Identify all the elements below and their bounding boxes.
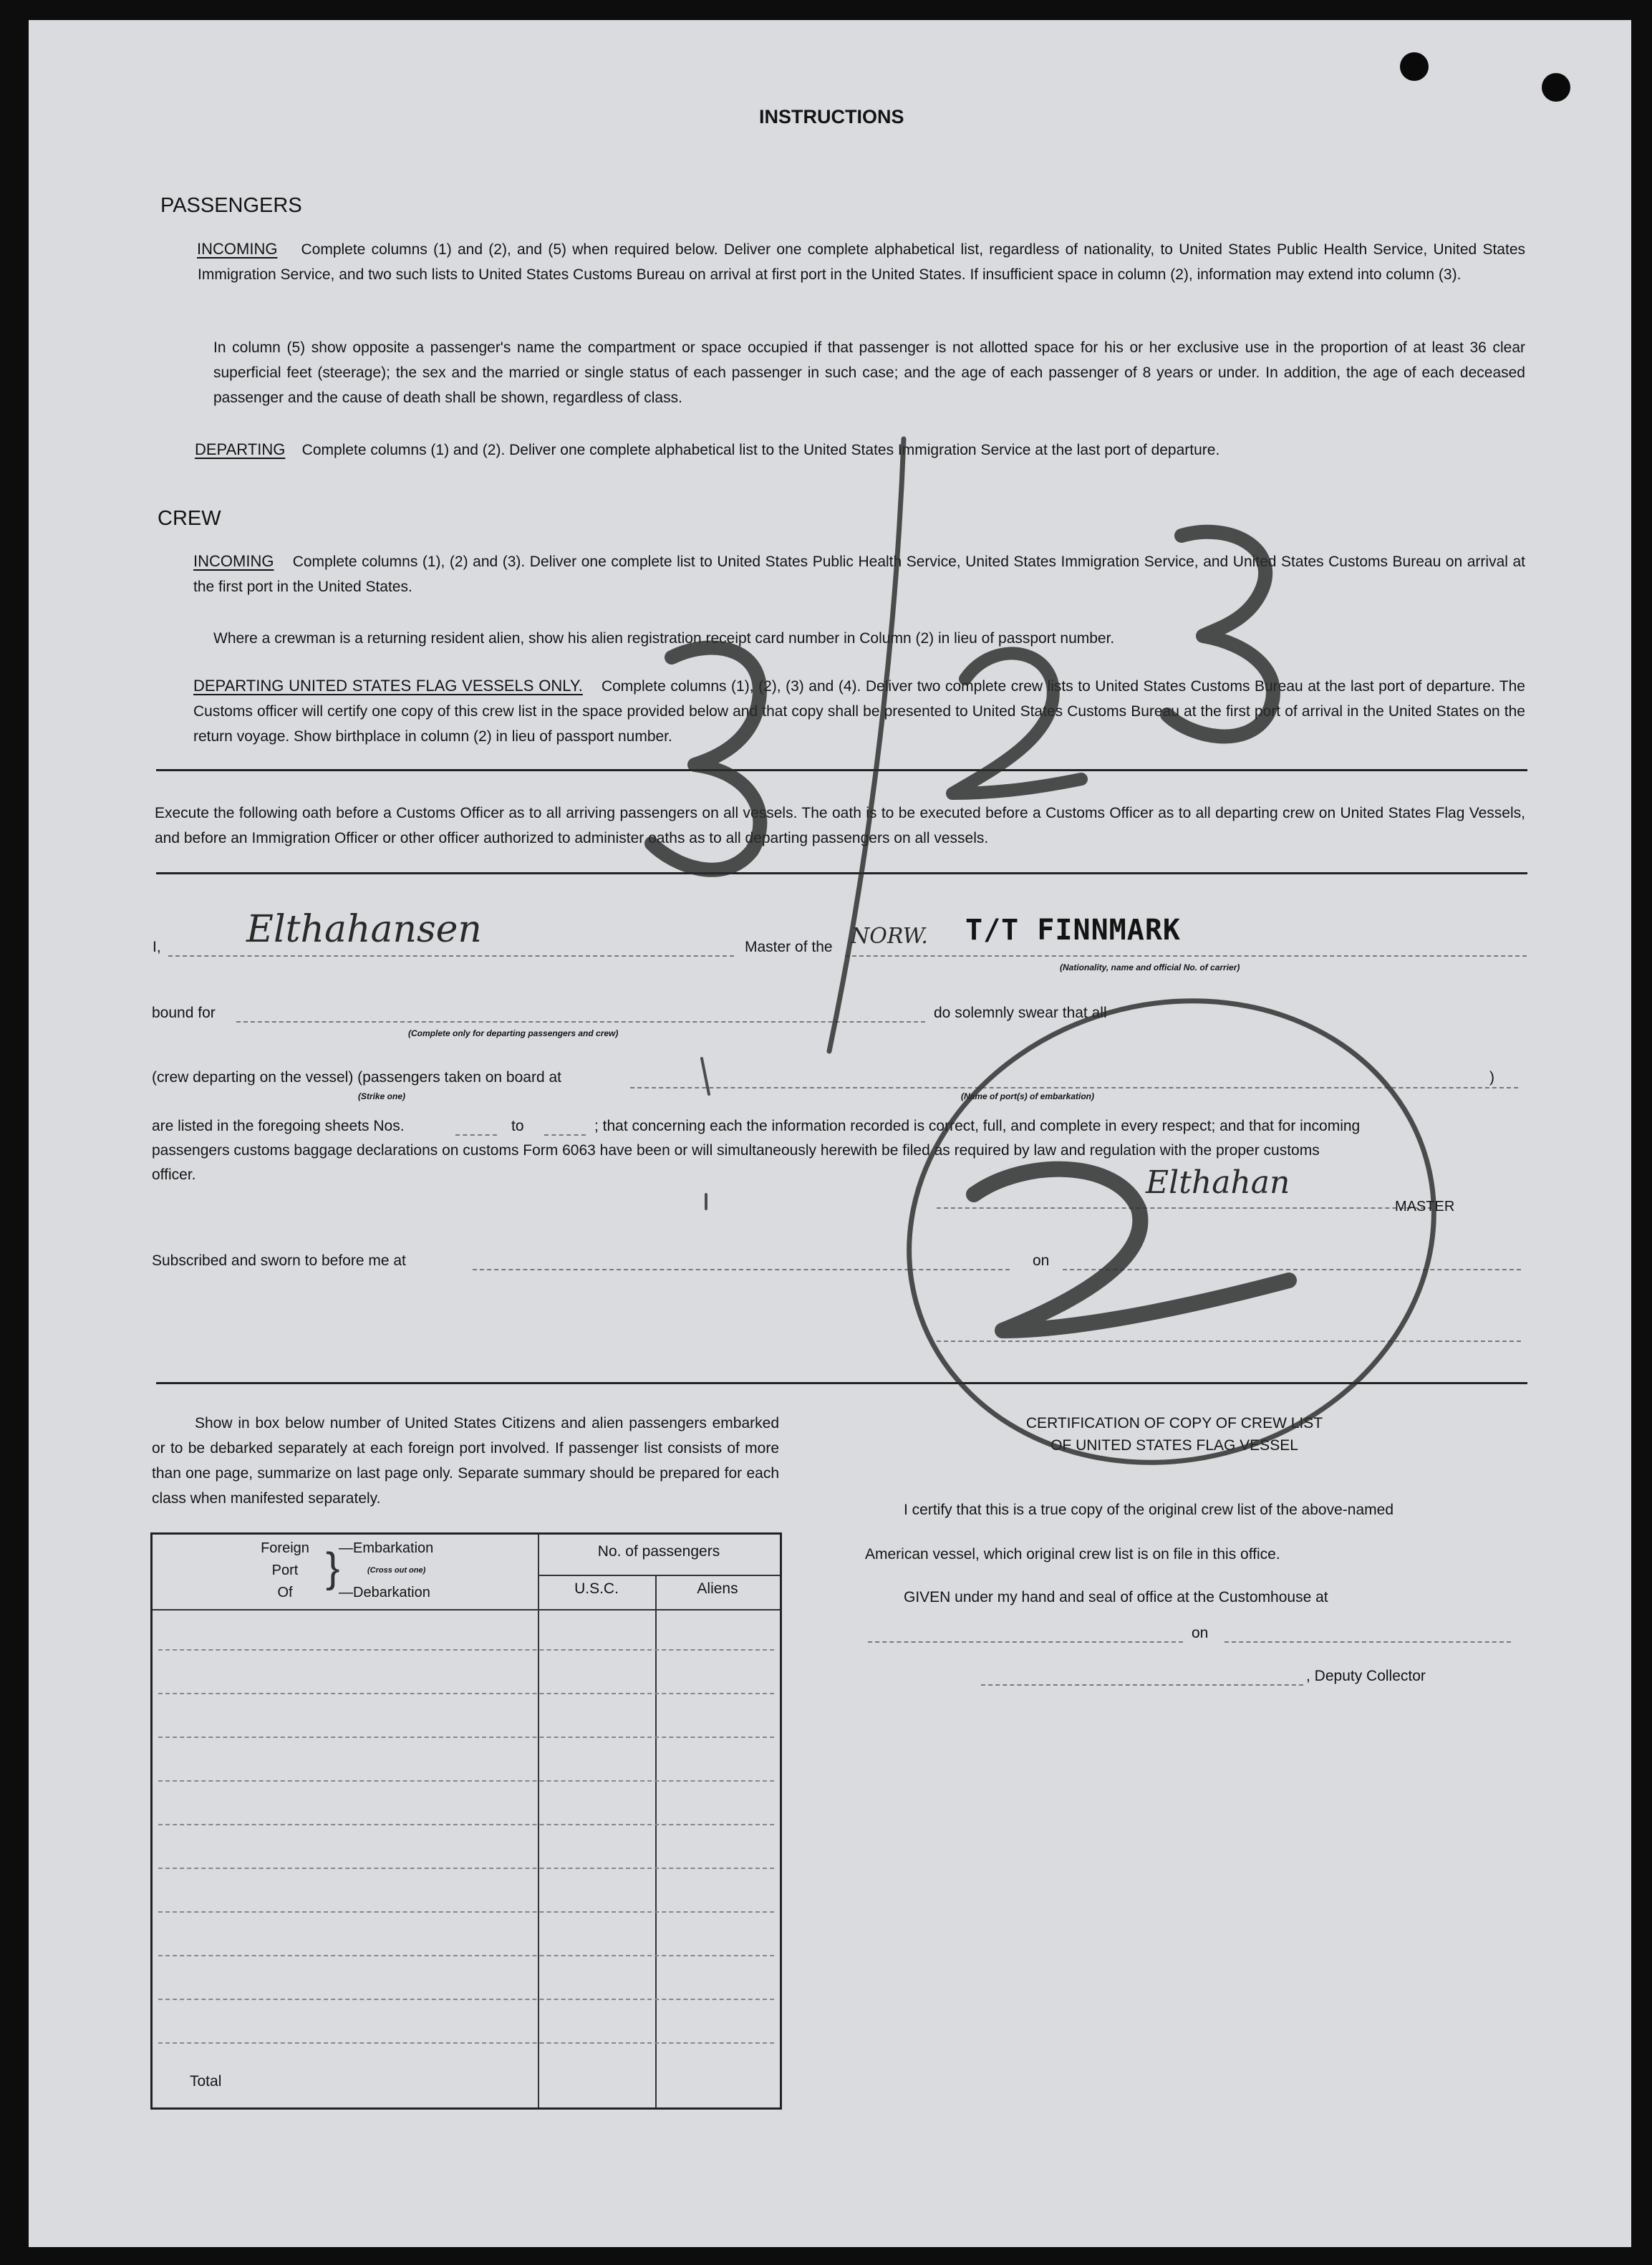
crew-incoming-text: Complete columns (1), (2) and (3). Deliver one complete list to United States Public Health Service, United States Immigration Service, and United States Customs Bureau on arrival at the first port in the United States. (193, 554, 1525, 595)
column5-paragraph: In column (5) show opposite a passenger's name the compartment or space occupied if that passenger is not allotted space for his or her exclusive use in the proportion of at least 36 clear superficial feet (steerage); the sex and the married or single status of each passenger in such case; and the age of each passenger of 8 years or under. In addition, the age of each deceased passenger and the cause of death shall be shown, regardless of class. (213, 339, 1525, 406)
bound-caption: (Complete only for departing passengers and crew) (408, 1028, 619, 1038)
usc-header: U.S.C. (574, 1580, 619, 1597)
fraction-three (652, 648, 760, 870)
total-label: Total (190, 2073, 222, 2090)
cross-out-caption: (Cross out one) (367, 1566, 426, 1575)
listed-line2: passengers customs baggage declarations on customs Form 6063 have been or will simultaneously herewith be filed as required by law and regulation with the proper customs (152, 1142, 1320, 1159)
cert-on-label: on (1192, 1625, 1209, 1641)
master-label: MASTER (1395, 1199, 1455, 1214)
nationality-handwriting: NORW. (851, 924, 928, 949)
master-name-handwriting: Elthahansen (246, 908, 482, 951)
circle-mark (854, 940, 1489, 1523)
subscribed-label: Subscribed and sworn to before me at (152, 1252, 406, 1269)
passengers-departing-label: DEPARTING (195, 440, 286, 458)
vessel-caption: (Nationality, name and official No. of carrier) (1060, 962, 1240, 972)
crew-departing-text: Complete columns (1), (2), (3) and (4). Deliver two complete crew lists to United States Customs Bureau at the last port of departure. The Customs officer will certify one copy of this crew list in the space provided below and that copy shall be presented to United States Customs Bureau at the first port of arrival in the United States on the return voyage. Show birthplace in column (2) in lieu of passport number. (193, 678, 1525, 745)
swear-text: do solemnly swear that all (934, 1005, 1107, 1021)
passengers-departing-text: Complete columns (1) and (2). Deliver one complete alphabetical list to the United States Immigration Service at the last port of departure. (301, 442, 1220, 458)
no-of-passengers-header: No. of passengers (597, 1543, 720, 1560)
given-text: GIVEN under my hand and seal of office at the Customhouse at (904, 1589, 1328, 1605)
deputy-collector-label: , Deputy Collector (1306, 1668, 1426, 1684)
passengers-incoming-label: INCOMING (197, 240, 278, 258)
summary-instructions: Show in box below number of United States Citizens and alien passengers embarked or to be debarked separately at each foreign port involved. If passenger list consists of more than one page, summarize on last page only. Separate summary should be prepared for each class when manifested separately. (152, 1415, 779, 1507)
fraction-slash (829, 439, 904, 1051)
crew-incoming-label: INCOMING (193, 552, 274, 570)
listed-prefix: are listed in the foregoing sheets Nos. (152, 1118, 405, 1134)
col-of-line: Of (277, 1585, 293, 1600)
crew-heading: CREW (158, 507, 221, 530)
fraction-two (952, 653, 1081, 793)
fraction-three-b (1167, 532, 1273, 737)
listed-line3: officer. (152, 1167, 196, 1183)
crew-departing-label: DEPARTING UNITED STATES FLAG VESSELS ONLY. (193, 677, 583, 695)
vessel-name: T/T FINNMARK (965, 914, 1181, 947)
passengers-heading: PASSENGERS (160, 194, 302, 217)
col-foreign-line: Foreign (261, 1540, 309, 1556)
brace-icon: } (326, 1545, 340, 1591)
ports-caption: (Name of port(s) of embarkation) (961, 1091, 1095, 1101)
circled-two-stroke (974, 1169, 1289, 1330)
certify-line1: I certify that this is a true copy of the original crew list of the above-named (904, 1502, 1393, 1518)
bound-for-label: bound for (152, 1005, 216, 1021)
oath-intro: Execute the following oath before a Customs Officer as to all arriving passengers on all vessels. The oath is to be executed before a Customs Officer as to all departing crew on United States Flag Vessels, and before an Immigration Officer or other officer authorized to administer oaths as to all departing passengers on all vessels. (155, 805, 1525, 846)
strike-caption: (Strike one) (358, 1091, 406, 1101)
form-page (29, 20, 1631, 2247)
embarkation-option[interactable]: —Embarkation (339, 1540, 434, 1556)
listed-suffix: ; that concerning each the information recorded is correct, full, and complete in every respect; and that for incoming (594, 1118, 1361, 1134)
certification-title-line1: CERTIFICATION OF COPY OF CREW LIST (1025, 1415, 1323, 1431)
page-title: INSTRUCTIONS (759, 106, 904, 127)
subscribed-on-label: on (1033, 1252, 1050, 1269)
certify-line2: American vessel, which original crew list is on file in this office. (865, 1546, 1280, 1563)
passengers-incoming-text: Complete columns (1) and (2), and (5) when required below. Deliver one complete alphabetical list, regardless of nationality, to United States Public Health Service, United States Immigration Service, and two such lists to United States Customs Bureau on arrival at first port in the United States. If insufficient space in column (2), information may extend into column (3). (198, 241, 1525, 283)
master-of-label: Master of the (745, 939, 833, 955)
pencil-mark (702, 1058, 709, 1209)
i-label: I, (153, 939, 161, 955)
aliens-header: Aliens (697, 1580, 738, 1597)
debarkation-option[interactable]: —Debarkation (339, 1585, 430, 1600)
col-port-line: Port (271, 1563, 299, 1578)
certification-title-line2: OF UNITED STATES FLAG VESSEL (1050, 1437, 1298, 1454)
crayon-annotations (29, 20, 1631, 2247)
crew-departing-text: (crew departing on the vessel) (passengers taken on board at (152, 1069, 561, 1086)
master-signature: Elthahan (1146, 1164, 1290, 1201)
to-label: to (511, 1118, 524, 1134)
close-paren: ) (1489, 1069, 1494, 1086)
crew-resident-paragraph: Where a crewman is a returning resident alien, show his alien registration receipt card number in Column (2) in lieu of passport number. (213, 630, 1115, 647)
